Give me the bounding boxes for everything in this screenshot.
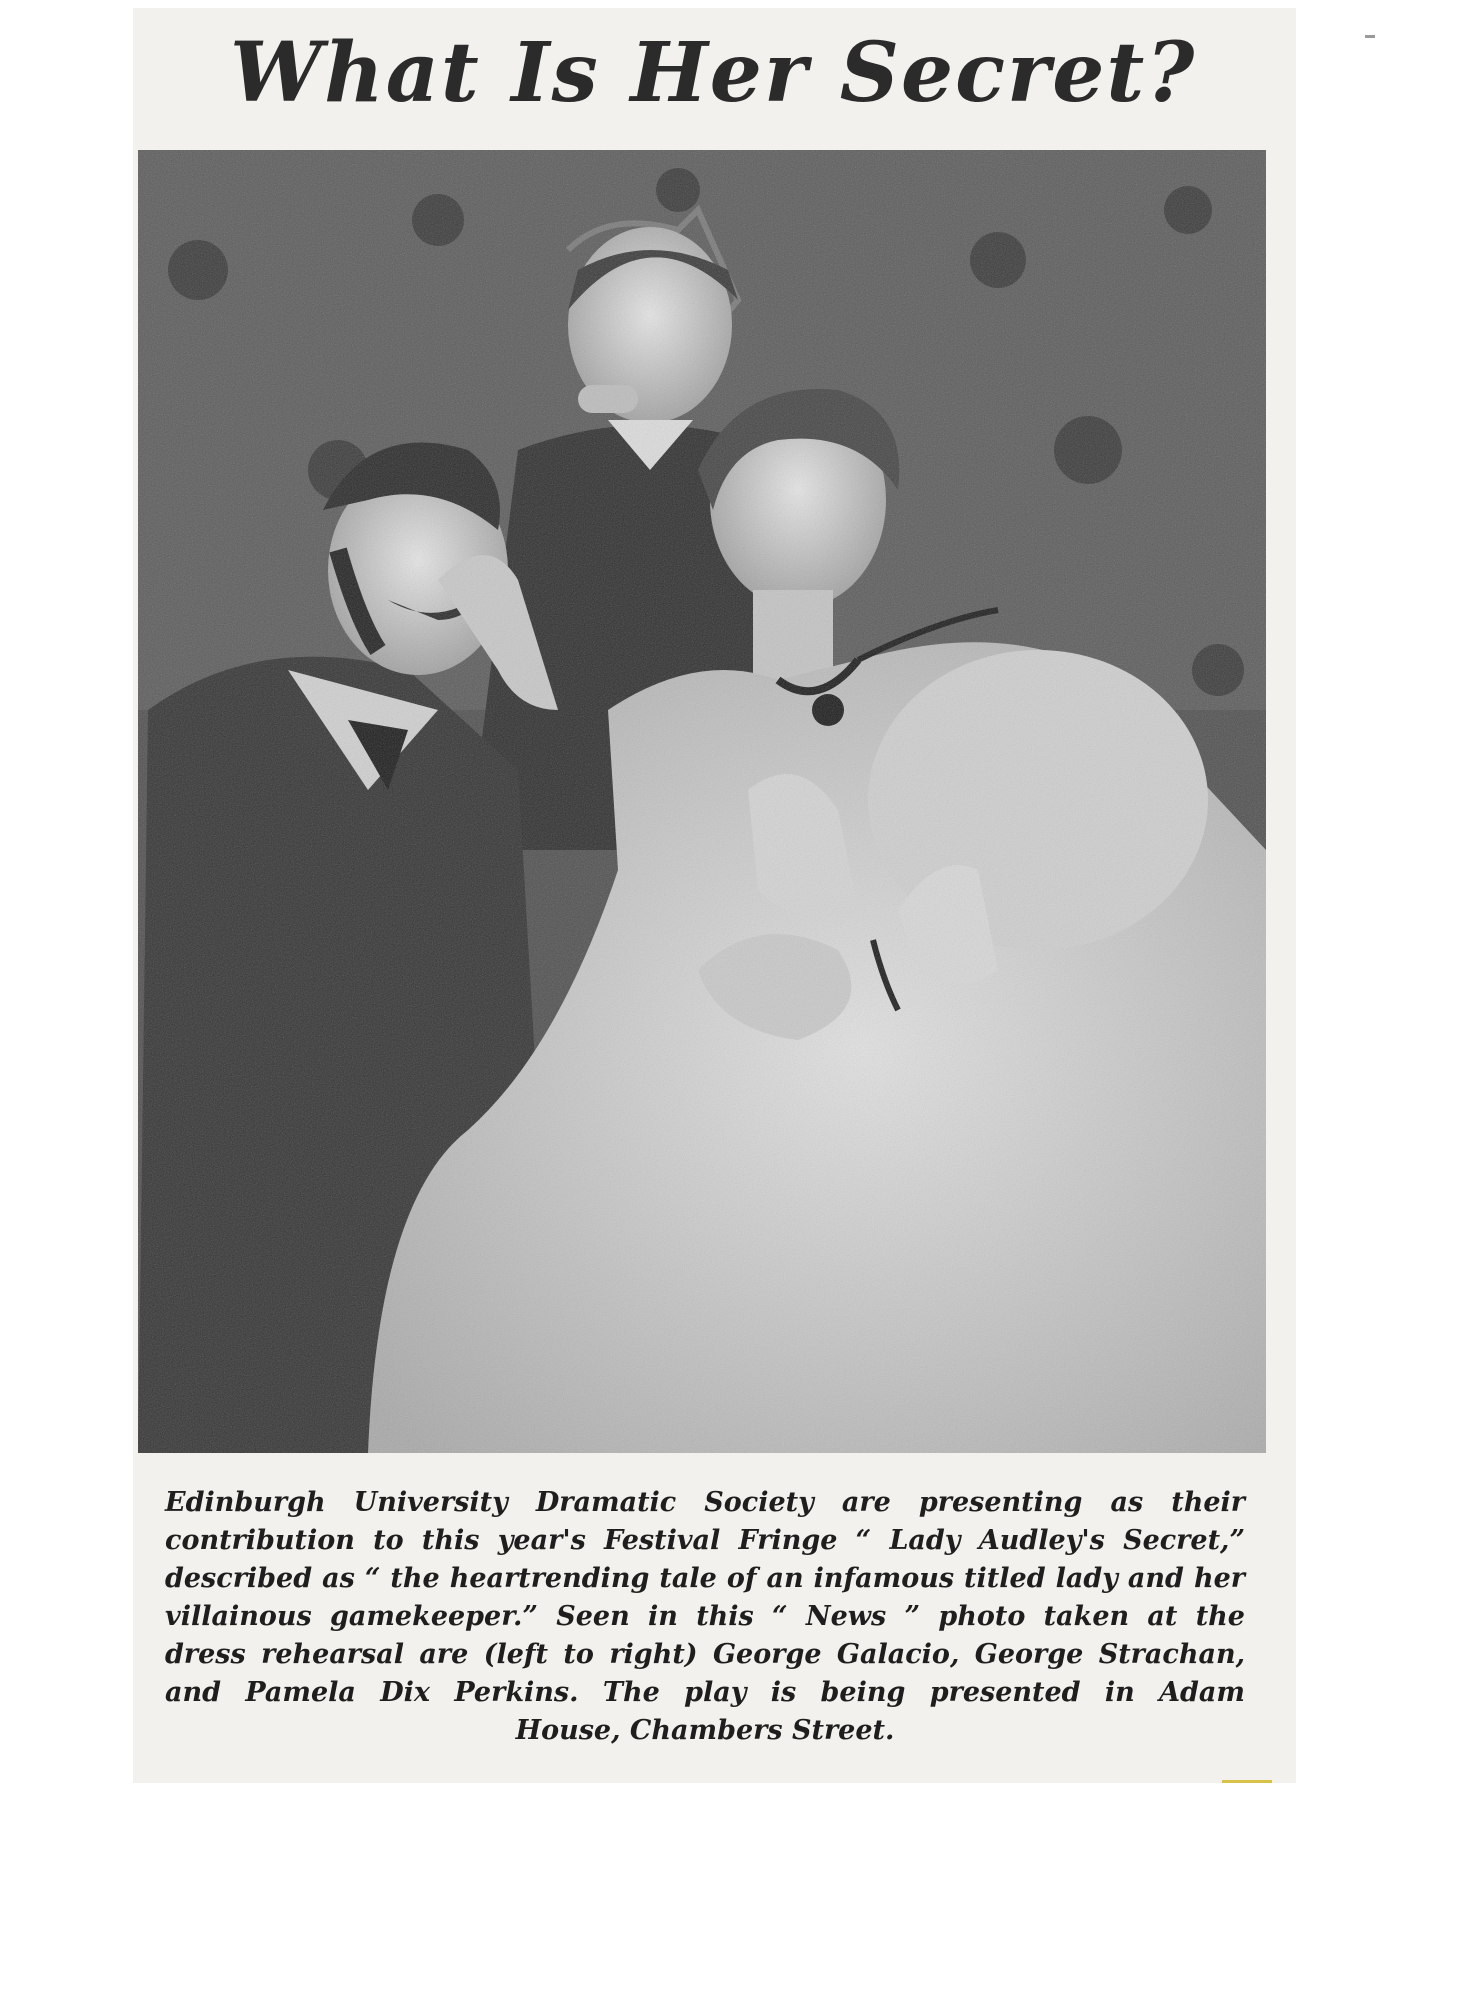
caption-line-6: and Pamela Dix Perkins. The play is being presented in Adam <box>165 1677 1245 1708</box>
caption-line-4: villainous gamekeeper.” Seen in this “ News ” photo taken at the <box>165 1601 1245 1632</box>
caption-line-5: dress rehearsal are (left to right) George Galacio, George Strachan, <box>165 1639 1245 1670</box>
caption-line-2: contribution to this year's Festival Fringe “ Lady Audley's Secret,” <box>165 1525 1245 1556</box>
caption-line-3: described as “ the heartrending tale of an infamous titled lady and her <box>165 1563 1245 1594</box>
caption-line-1: Edinburgh University Dramatic Society are presenting as their <box>165 1487 1245 1518</box>
photo-caption <box>165 1484 1245 1750</box>
scan-speck <box>1365 35 1375 38</box>
highlighter-mark <box>1222 1780 1272 1783</box>
photograph <box>138 150 1266 1453</box>
caption-line-7: House, Chambers Street. <box>515 1715 895 1746</box>
headline: What Is Her Secret? <box>230 25 1197 121</box>
photo-illustration <box>138 150 1266 1453</box>
